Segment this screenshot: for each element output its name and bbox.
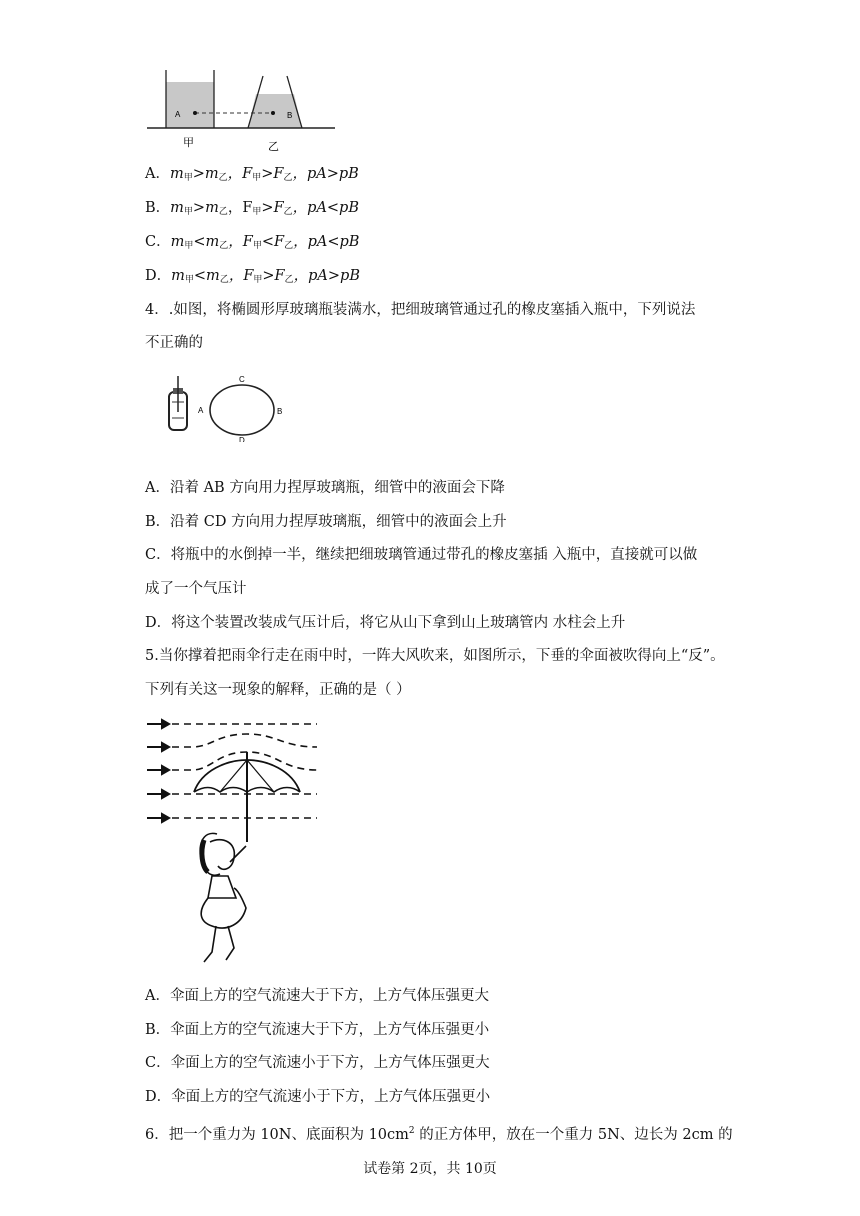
q3-option-c: C．$m_甲<m_乙$，$F_甲<F_乙$，pA<pB <box>145 234 360 251</box>
girl <box>200 833 246 962</box>
q5-option-d: D．伞面上方的空气流速小于下方，上方气体压强更小 <box>145 1089 491 1105</box>
q5-option-a: A．伞面上方的空气流速大于下方，上方气体压强更大 <box>145 988 489 1004</box>
q5-option-c: C．伞面上方的空气流速小于下方，上方气体压强更大 <box>145 1055 490 1071</box>
label-d: D <box>239 436 245 442</box>
bottle-figure <box>160 372 295 442</box>
caption-yi: 乙 <box>268 140 279 153</box>
q4-option-b: B．沿着 CD 方向用力捏厚玻璃瓶，细管中的液面会上升 <box>145 514 507 530</box>
q4-stem-line1: 4．.如图，将椭圆形厚玻璃瓶装满水，把细玻璃管通过孔的橡皮塞插入瓶中，下列说法 <box>145 302 696 318</box>
label-a: A <box>198 406 204 415</box>
q5-stem-line2: 下列有关这一现象的解释，正确的是（ ） <box>145 682 411 698</box>
label-b: B <box>277 407 283 416</box>
q3-option-b: B．$m_甲>m_乙$，$F_甲>F_乙$，pA<pB <box>145 200 359 217</box>
point-a <box>193 111 197 115</box>
q3-option-d: D．$m_甲<m_乙$，$F_甲>F_乙$，pA>pB <box>145 268 360 285</box>
caption-jia: 甲 <box>183 136 194 149</box>
liquid-jia <box>166 82 214 128</box>
label-a: A <box>175 110 181 119</box>
q4-option-c: C．将瓶中的水倒掉一半，继续把细玻璃管通过带孔的橡皮塞插 入瓶中，直接就可以做 <box>145 547 698 563</box>
q4-stem-line2: 不正确的 <box>145 335 203 351</box>
point-b <box>271 111 275 115</box>
containers-figure <box>145 68 340 154</box>
wind-arrows <box>147 720 169 822</box>
q5-option-b: B．伞面上方的空气流速大于下方，上方气体压强更小 <box>145 1022 490 1038</box>
ellipse-section <box>210 385 274 435</box>
streamlines <box>172 724 317 818</box>
label-c: C <box>239 375 245 384</box>
q4-option-c-cont: 成了一个气压计 <box>145 581 247 597</box>
label-b: B <box>287 111 293 120</box>
q4-option-a: A．沿着 AB 方向用力捏厚玻璃瓶，细管中的液面会下降 <box>145 480 505 496</box>
q5-stem-line1: 5.当你撑着把雨伞行走在雨中时，一阵大风吹来，如图所示，下垂的伞面被吹得向上“反”。 <box>145 648 725 664</box>
q6-stem: 6．把一个重力为 10N、底面积为 $10cm^2$ 的正方体甲，放在一个重力 5N、边长为 2cm 的 <box>145 1126 733 1143</box>
umbrella-figure <box>142 712 322 970</box>
page-footer: 试卷第 2页，共 10页 <box>363 1161 497 1177</box>
q3-option-a: A．$m_甲>m_乙$，$F_甲>F_乙$，pA>pB <box>145 166 359 183</box>
q4-option-d: D．将这个装置改装成气压计后，将它从山下拿到山上玻璃管内 水柱会上升 <box>145 615 626 631</box>
